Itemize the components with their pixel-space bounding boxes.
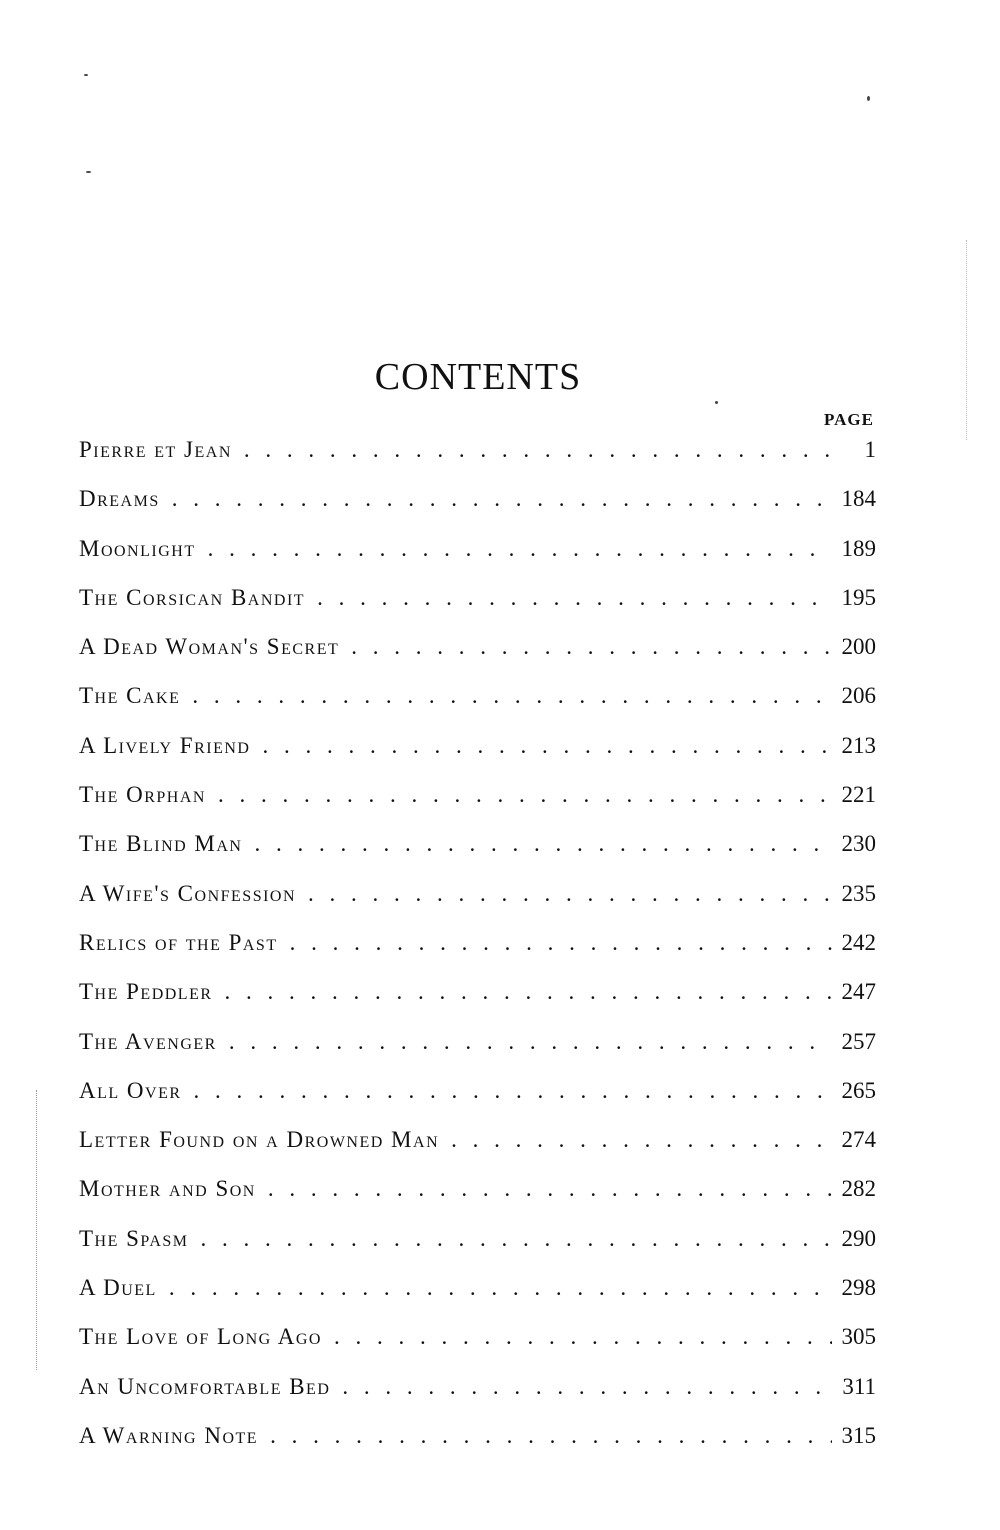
dot-leader	[308, 881, 832, 907]
toc-entry	[79, 683, 876, 732]
dot-leader	[342, 1374, 832, 1400]
ink-speck	[84, 74, 88, 76]
ink-speck	[86, 171, 91, 173]
dot-leader	[451, 1127, 832, 1153]
dot-leader	[172, 486, 832, 512]
entry-page-number: 242	[841, 929, 876, 955]
entry-title: The Cake	[79, 683, 181, 709]
entry-title: Relics of the Past	[79, 929, 278, 955]
entry-title: A Wife's Confession	[79, 880, 297, 906]
toc-entry	[79, 881, 876, 930]
entry-page-number: 213	[841, 732, 876, 758]
dot-leader	[169, 1275, 832, 1301]
entry-page-number: 184	[841, 486, 876, 512]
entry-page-number: 247	[841, 979, 876, 1005]
toc-entry	[79, 1078, 876, 1127]
entry-page-number: 305	[841, 1324, 876, 1350]
entry-page-number: 230	[841, 831, 876, 857]
dot-leader	[201, 1226, 832, 1252]
entry-title: A Dead Woman's Secret	[79, 634, 340, 660]
toc-entry	[79, 1374, 876, 1423]
toc-entry	[79, 1029, 876, 1078]
entry-page-number: 298	[841, 1275, 876, 1301]
ink-speck	[715, 401, 718, 404]
dot-leader	[262, 733, 832, 759]
entry-title: Letter Found on a Drowned Man	[79, 1127, 440, 1153]
toc-entry	[79, 437, 876, 486]
dot-leader	[351, 634, 832, 660]
entry-title: A Lively Friend	[79, 732, 251, 758]
dot-leader	[194, 1078, 832, 1104]
entry-title: Mother and Son	[79, 1176, 256, 1202]
entry-title: The Orphan	[79, 782, 206, 808]
dot-leader	[218, 782, 832, 808]
dot-leader	[192, 683, 832, 709]
entry-page-number: 235	[841, 880, 876, 906]
entry-title: The Avenger	[79, 1028, 217, 1054]
entry-title: The Corsican Bandit	[79, 584, 306, 610]
margin-mark	[966, 240, 968, 440]
dot-leader	[317, 585, 832, 611]
ink-speck	[867, 96, 870, 101]
entry-page-number: 200	[841, 634, 876, 660]
toc-entry	[79, 1423, 876, 1472]
toc-entry	[79, 486, 876, 535]
entry-title: The Peddler	[79, 979, 213, 1005]
page-column-header: PAGE	[824, 410, 874, 429]
entry-page-number: 195	[841, 584, 876, 610]
dot-leader	[225, 979, 832, 1005]
toc-entry	[79, 634, 876, 683]
entry-page-number: 315	[841, 1422, 876, 1448]
toc-entry	[79, 782, 876, 831]
entry-page-number: 1	[864, 437, 876, 462]
table-of-contents	[79, 437, 876, 1472]
dot-leader	[268, 1176, 832, 1202]
dot-leader	[255, 831, 833, 857]
entry-title: The Blind Man	[79, 831, 243, 857]
entry-page-number: 274	[841, 1127, 876, 1153]
toc-entry	[79, 1226, 876, 1275]
entry-page-number: 282	[841, 1176, 876, 1202]
toc-entry	[79, 1324, 876, 1373]
entry-page-number: 189	[841, 535, 876, 561]
toc-entry	[79, 585, 876, 634]
toc-entry	[79, 1275, 876, 1324]
dot-leader	[229, 1029, 832, 1055]
entry-page-number: 206	[841, 683, 876, 709]
entry-title: A Duel	[79, 1275, 157, 1301]
dot-leader	[290, 930, 832, 956]
entry-page-number: 257	[841, 1028, 876, 1054]
entry-title: An Uncomfortable Bed	[79, 1373, 331, 1399]
toc-entry	[79, 1127, 876, 1176]
toc-entry	[79, 536, 876, 585]
entry-page-number: 311	[842, 1373, 876, 1399]
entry-page-number: 221	[841, 782, 876, 808]
entry-title: The Spasm	[79, 1225, 189, 1251]
dot-leader	[270, 1423, 832, 1449]
dot-leader	[334, 1324, 832, 1350]
entry-title: Pierre et Jean	[79, 437, 232, 462]
toc-entry	[79, 831, 876, 880]
entry-title: The Love of Long Ago	[79, 1324, 322, 1350]
entry-page-number: 290	[841, 1225, 876, 1251]
dot-leader	[208, 536, 832, 562]
page-title: CONTENTS	[374, 356, 582, 399]
entry-title: A Warning Note	[79, 1422, 259, 1448]
toc-entry	[79, 930, 876, 979]
entry-title: Moonlight	[79, 535, 196, 561]
dot-leader	[244, 437, 832, 463]
entry-title: All Over	[79, 1077, 182, 1103]
margin-mark	[36, 1090, 38, 1370]
toc-entry	[79, 733, 876, 782]
entry-title: Dreams	[79, 486, 160, 512]
toc-entry	[79, 979, 876, 1028]
entry-page-number: 265	[841, 1077, 876, 1103]
toc-entry	[79, 1176, 876, 1225]
